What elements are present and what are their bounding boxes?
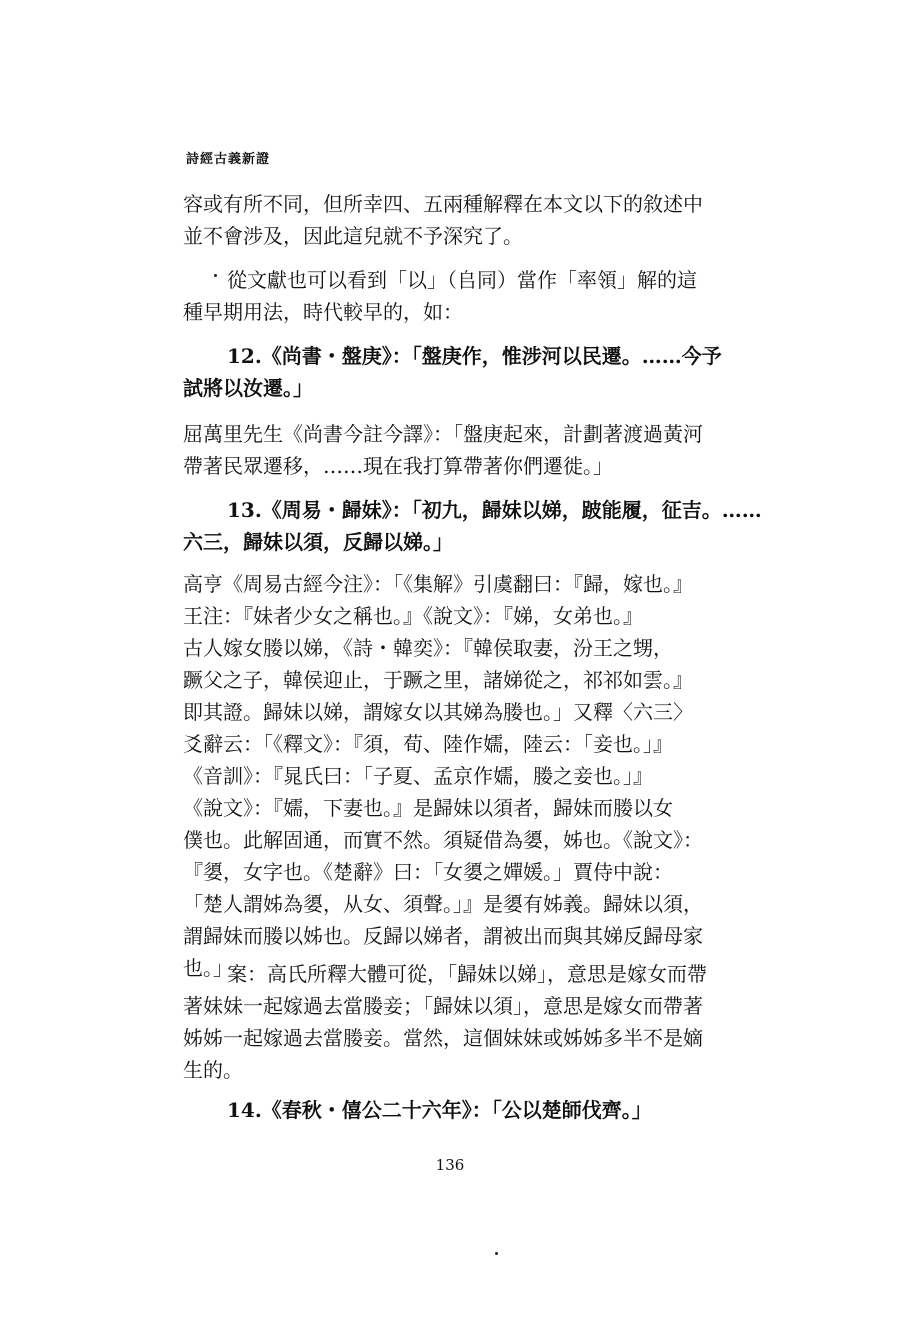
text-line: 《說文》：『嬬，下妻也。』是歸妹以須者，歸妹而媵以女 <box>183 796 673 820</box>
text-line: 即其證。歸妹以娣，謂嫁女以其娣為媵也。」又釋〈六三〉 <box>183 700 693 724</box>
body-paragraph <box>183 188 763 252</box>
text-line: 「楚人謂姊為嬃，从女、須聲。」』是嬃有姊義。歸妹以須， <box>183 892 703 916</box>
scan-speck <box>214 274 217 277</box>
text-line: 著妹妹一起嫁過去當媵妾；「歸妹以須」，意思是嫁女而帶著 <box>183 994 703 1018</box>
body-paragraph <box>183 264 763 328</box>
text-line: 種早期用法，時代較早的，如： <box>183 300 463 324</box>
text-line: 案：高氏所釋大體可從，「歸妹以娣」，意思是嫁女而帶 <box>227 962 707 986</box>
text-line: 帶著民眾遷移，……現在我打算帶著你們遷徙。」 <box>183 454 613 478</box>
text-line: 並不會涉及，因此這兒就不予深究了。 <box>183 224 523 248</box>
text-line: 王注：『妹者少女之稱也。』《說文》：『娣，女弟也。』 <box>183 604 643 628</box>
text-line: 也。」 <box>183 956 233 980</box>
text-line: 謂歸妹而媵以姊也。反歸以娣者，謂被出而與其娣反歸母家 <box>183 924 703 948</box>
body-paragraph <box>183 568 763 984</box>
quoted-source <box>183 340 763 404</box>
scan-speck <box>495 1252 498 1255</box>
text-line: 蹶父之子，韓侯迎止，于蹶之里，諸娣從之，祁祁如雲。』 <box>183 668 693 692</box>
body-paragraph <box>183 958 763 1086</box>
text-line: 生的。 <box>183 1058 243 1082</box>
quoted-source <box>183 494 763 558</box>
text-line: 從文獻也可以看到「以」（𠂤同）當作「率領」解的這 <box>227 268 697 292</box>
text-line: 屈萬里先生《尚書今註今譯》：「盤庚起來，計劃著渡過黃河 <box>183 422 703 446</box>
text-line: 12.《尚書・盤庚》：「盤庚作，惟涉河以民遷。……今予 <box>227 344 722 368</box>
body-paragraph <box>183 418 763 482</box>
running-header: 詩經古義新證 <box>186 152 271 167</box>
text-line: 姊姊一起嫁過去當媵妾。當然，這個妹妹或姊姊多半不是嫡 <box>183 1026 703 1050</box>
text-line: 爻辭云：「《釋文》：『須，荀、陸作嬬，陸云：「妾也。」』 <box>183 732 673 756</box>
text-line: 《音訓》：『晁氏曰：「子夏、孟京作嬬，媵之妾也。」』 <box>183 764 653 788</box>
text-line: 六三，歸妹以須，反歸以娣。」 <box>183 530 453 554</box>
page-number: 136 <box>435 1156 465 1174</box>
text-line: 容或有所不同，但所幸四、五兩種解釋在本文以下的敘述中 <box>183 192 703 216</box>
text-line: 高亨《周易古經今注》：「《集解》引虞翻曰：『歸，嫁也。』 <box>183 572 693 596</box>
text-line: 『嬃，女字也。《楚辭》曰：「女嬃之嬋媛。」賈侍中說： <box>183 860 673 884</box>
text-line: 古人嫁女媵以娣，《詩・韓奕》：『韓侯取妻，汾王之甥， <box>183 636 673 660</box>
text-line: 試將以汝遷。」 <box>183 376 313 400</box>
text-line: 13.《周易・歸妹》：「初九，歸妹以娣，跛能履，征吉。…… <box>227 498 762 522</box>
text-line: 14.《春秋・僖公二十六年》：「公以楚師伐齊。」 <box>227 1098 652 1122</box>
quoted-source <box>183 1094 763 1126</box>
text-line: 僕也。此解固通，而實不然。須疑借為嬃，姊也。《說文》： <box>183 828 703 852</box>
